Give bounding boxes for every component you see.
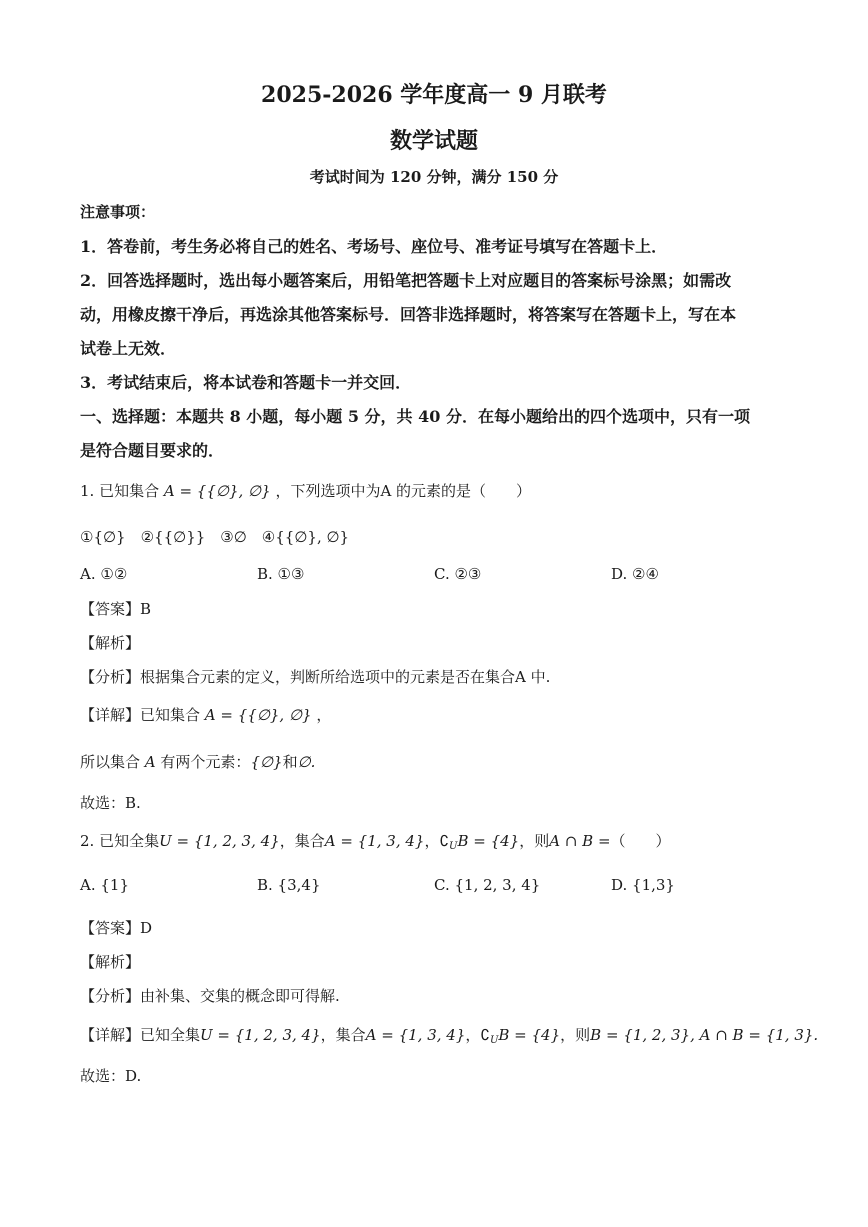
q1-choices-row [80, 526, 788, 547]
q2-suffix: （ ） [610, 832, 671, 850]
section-1-line-1: 一、选择题：本题共 8 小题，每小题 5 分，共 40 分．在每小题给出的四个选项中，只有一项 [80, 407, 750, 426]
q1-option-b: B. ①③ [257, 565, 305, 583]
q1-conclusion-el1: {∅} [250, 753, 283, 771]
notes-item-2-line-3: 试卷上无效． [80, 339, 177, 358]
notes-item-3: 3．考试结束后，将本试卷和答题卡一并交回． [80, 373, 412, 392]
q2-option-a: A. {1} [80, 876, 129, 894]
q1-stem [80, 480, 788, 501]
q2-detail-prefix: 【详解】已知全集 [80, 1026, 201, 1044]
q1-option-c: C. ②③ [434, 565, 482, 583]
q2-analysis-label: 【解析】 [80, 953, 141, 971]
q2-detail-set-a: A = {1, 3, 4} [365, 1026, 466, 1044]
q2-mid2: ， [424, 832, 440, 850]
q2-prefix: 2. 已知全集 [80, 832, 160, 850]
q2-options [80, 876, 788, 894]
q2-choose: 故选：D. [80, 1067, 142, 1085]
exam-info: 考试时间为 120 分钟，满分 150 分 [309, 168, 559, 186]
q2-detail-mid2: ， [465, 1026, 481, 1044]
q1-suffix: ，下列选项中为A 的元素的是（ ） [275, 482, 532, 500]
q2-complement-rest: B = {4} [457, 832, 520, 850]
q1-conclusion-mid: 有两个元素： [160, 753, 251, 771]
q1-option-d: D. ②④ [611, 565, 659, 583]
q2-fenxi: 【分析】由补集、交集的概念即可得解. [80, 987, 340, 1005]
q2-detail-mid1: ，集合 [320, 1026, 366, 1044]
q2-option-c: C. {1, 2, 3, 4} [434, 876, 541, 894]
q2-option-d: D. {1,3} [611, 876, 675, 894]
q2-mid3: ，则 [519, 832, 550, 850]
q2-query: A ∩ B = [549, 832, 611, 850]
notes-heading: 注意事项： [80, 203, 156, 221]
q2-complement: ∁ [439, 832, 450, 850]
q2-option-b: B. {3,4} [257, 876, 321, 894]
exam-subject: 数学试题 [389, 128, 478, 154]
q1-conclusion-var: A [144, 753, 156, 771]
q2-complement-sub: U [449, 841, 458, 852]
q1-conclusion-el2: ∅. [297, 753, 316, 771]
q2-detail-b: B = {1, 2, 3}, A ∩ B = {1, 3}. [590, 1026, 819, 1044]
q2-mid1: ，集合 [279, 832, 325, 850]
q1-detail [80, 704, 788, 725]
q2-detail-universe: U = {1, 2, 3, 4} [200, 1026, 321, 1044]
q2-set-a: A = {1, 3, 4} [324, 832, 425, 850]
q2-detail-comp-sub: U [489, 1035, 499, 1046]
q1-detail-prefix: 【详解】已知集合 [80, 706, 201, 724]
notes-item-2-line-2: 动，用橡皮擦干净后，再选涂其他答案标号．回答非选择题时，将答案写在答题卡上，写在本 [80, 305, 737, 324]
q2-universe: U = {1, 2, 3, 4} [159, 832, 280, 850]
q1-conclusion-and: 和 [282, 753, 298, 771]
q1-conclusion [80, 751, 788, 772]
exam-title: 2025-2026 学年度高一 9 月联考 [261, 82, 607, 108]
q1-detail-set: A = {{∅}, ∅} [204, 706, 312, 724]
q2-detail-comp: ∁ [480, 1026, 490, 1044]
q2-answer: 【答案】D [80, 919, 153, 937]
notes-item-1: 1．答卷前，考生务必将自己的姓名、考场号、座位号、准考证号填写在答题卡上． [80, 237, 668, 256]
q1-choices: ①{∅} ②{{∅}} ③∅ ④{{∅}, ∅} [80, 528, 350, 546]
q2-detail [80, 1024, 819, 1046]
q1-option-a: A. ①② [80, 565, 128, 583]
q1-detail-suffix: ， [316, 706, 332, 724]
q1-prefix: 1. 已知集合 [80, 482, 160, 500]
section-1-line-2: 是符合题目要求的． [80, 441, 225, 460]
q1-answer: 【答案】B [80, 600, 152, 618]
q1-choose: 故选：B. [80, 794, 141, 812]
q1-conclusion-prefix: 所以集合 [80, 753, 141, 771]
q1-set: A = {{∅}, ∅} [163, 482, 271, 500]
notes-item-2-line-1: 2．回答选择题时，选出每小题答案后，用铅笔把答题卡上对应题目的答案标号涂黑；如需改 [80, 271, 732, 290]
q2-stem [80, 830, 788, 852]
q2-detail-mid3: ，则 [560, 1026, 591, 1044]
q1-analysis-label: 【解析】 [80, 634, 141, 652]
q2-detail-comp-rest: B = {4} [498, 1026, 561, 1044]
q1-options [80, 565, 788, 583]
q1-fenxi: 【分析】根据集合元素的定义，判断所给选项中的元素是否在集合A 中. [80, 668, 551, 686]
